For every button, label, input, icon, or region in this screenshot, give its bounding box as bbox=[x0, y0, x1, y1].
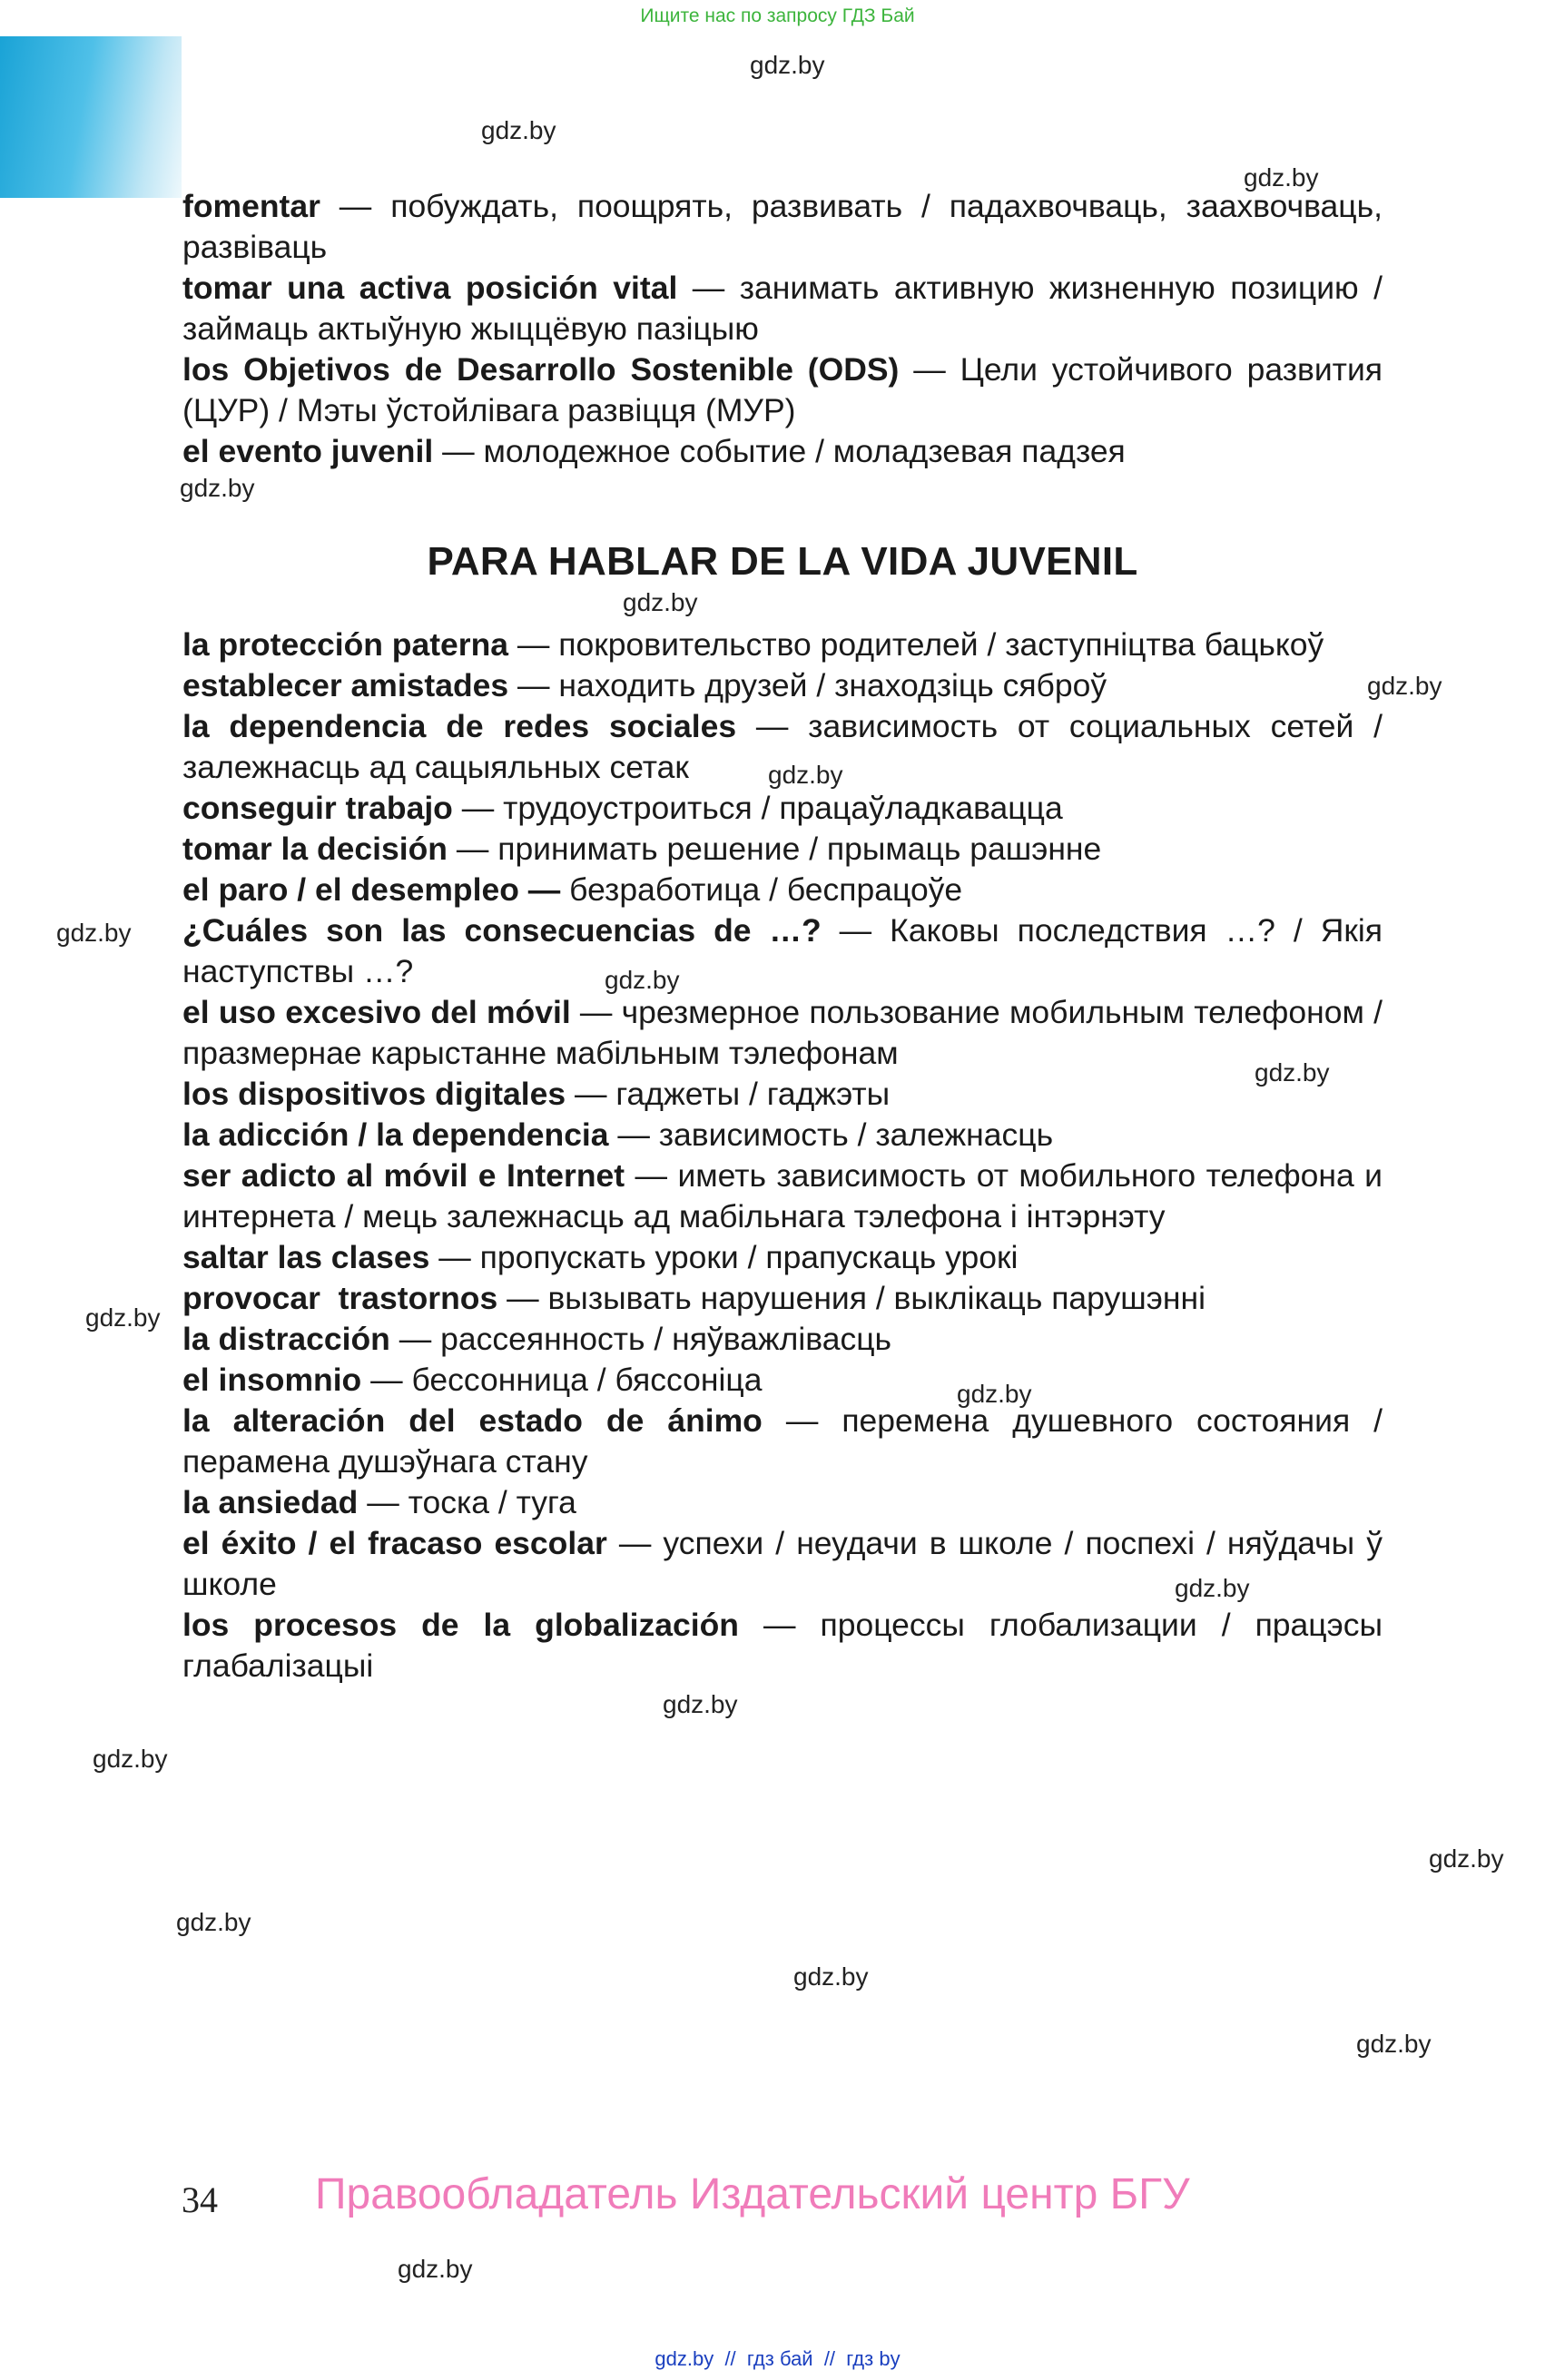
vocab-entry bbox=[182, 992, 1383, 1074]
vocab-entry bbox=[182, 910, 1383, 992]
watermark: gdz.by bbox=[85, 1303, 161, 1332]
vocab-term: conseguir trabajo bbox=[182, 790, 453, 826]
vocab-translation: тоска / туга bbox=[408, 1484, 576, 1520]
vocab-dash: — bbox=[433, 433, 484, 469]
watermark: gdz.by bbox=[605, 966, 680, 994]
vocab-translation: покровительство родителей / заступніцтва бацькоў bbox=[558, 626, 1324, 663]
vocab-translation: пропускать уроки / прапускаць урокі bbox=[479, 1239, 1019, 1275]
vocab-term: fomentar bbox=[182, 188, 320, 224]
vocab-translation: Цели устойчивого развития (ЦУР) / Мэты ўстойлівага развіцця (МУР) bbox=[182, 351, 1383, 428]
copyright-holder: Правообладатель Издательский центр БГУ bbox=[315, 2170, 1190, 2218]
vocab-term: los Objetivos de Desarrollo Sostenible (ODS) bbox=[182, 351, 900, 388]
vocab-translation: вызывать нарушения / выклікаць парушэнні bbox=[547, 1280, 1206, 1316]
vocab-dash bbox=[560, 871, 569, 908]
vocab-entry bbox=[182, 186, 1383, 268]
vocab-dash: — bbox=[508, 667, 559, 703]
vocab-translation: молодежное событие / моладзевая падзея bbox=[483, 433, 1126, 469]
vocab-term: el insomnio bbox=[182, 1362, 362, 1398]
corner-decoration bbox=[0, 36, 182, 198]
vocab-term: el uso excesivo del móvil bbox=[182, 994, 571, 1030]
vocab-entry bbox=[182, 1482, 1383, 1523]
vocab-dash: — bbox=[389, 1321, 441, 1357]
vocab-entry bbox=[182, 1605, 1383, 1687]
vocab-translation: безработица / беспрацоўе bbox=[569, 871, 963, 908]
vocab-dash: — bbox=[497, 1280, 548, 1316]
vocab-translation: процессы глобализации / працэсы глабалізацыі bbox=[182, 1607, 1383, 1684]
vocab-entry bbox=[182, 1319, 1383, 1360]
vocab-term: los procesos de la globalización bbox=[182, 1607, 739, 1643]
vocabulary-list-top bbox=[182, 186, 1383, 472]
vocab-translation: находить друзей / знаходзіць сяброў bbox=[558, 667, 1107, 703]
vocab-dash: — bbox=[899, 351, 960, 388]
vocab-dash: — bbox=[452, 790, 504, 826]
watermark: gdz.by bbox=[481, 116, 556, 144]
vocab-translation: перемена душевного состояния / перамена душэўнага стану bbox=[182, 1402, 1383, 1480]
vocab-entry bbox=[182, 1401, 1383, 1482]
vocab-dash: — bbox=[447, 831, 498, 867]
vocab-translation: трудоустроиться / працаўладкавацца bbox=[503, 790, 1063, 826]
vocab-term: el éxito / el fracaso escolar bbox=[182, 1525, 607, 1561]
vocab-entry bbox=[182, 1278, 1383, 1319]
watermark: gdz.by bbox=[768, 761, 843, 789]
vocab-dash: — bbox=[508, 626, 559, 663]
vocab-entry bbox=[182, 1360, 1383, 1401]
vocab-dash: — bbox=[606, 1525, 664, 1561]
vocab-dash: — bbox=[320, 188, 391, 224]
vocab-translation: побуждать, поощрять, развивать / падахвочваць, заахвочваць, развіваць bbox=[182, 188, 1383, 265]
section-heading: PARA HABLAR DE LA VIDA JUVENIL bbox=[427, 539, 1138, 584]
vocabulary-content bbox=[182, 186, 1383, 1687]
vocab-translation: гаджеты / гаджэты bbox=[615, 1076, 891, 1112]
vocab-dash: — bbox=[429, 1239, 480, 1275]
vocab-entry bbox=[182, 431, 1383, 472]
watermark: gdz.by bbox=[957, 1380, 1032, 1408]
vocab-translation: принимать решение / прымаць рашэнне bbox=[497, 831, 1102, 867]
vocab-translation: бессонница / бяссоніца bbox=[411, 1362, 763, 1398]
watermark: gdz.by bbox=[1356, 2030, 1432, 2058]
watermark: gdz.by bbox=[180, 474, 255, 502]
watermark: gdz.by bbox=[56, 919, 132, 947]
watermark: gdz.by bbox=[663, 1690, 738, 1718]
vocab-term: la dependencia de redes sociales bbox=[182, 708, 737, 744]
vocab-translation: успехи / неудачи в школе / поспехі / няўдачы ў школе bbox=[182, 1525, 1383, 1602]
vocab-dash: — bbox=[821, 912, 891, 949]
vocab-term: la distracción bbox=[182, 1321, 390, 1357]
watermark: gdz.by bbox=[1244, 163, 1319, 192]
vocab-dash: — bbox=[566, 1076, 616, 1112]
vocab-translation: занимать активную жизненную позицию / займаць актыўную жыццёвую пазіцыю bbox=[182, 270, 1383, 347]
vocab-term: tomar una activa posición vital bbox=[182, 270, 678, 306]
vocab-dash: — bbox=[361, 1362, 412, 1398]
watermark: gdz.by bbox=[1255, 1058, 1330, 1087]
vocab-entry bbox=[182, 829, 1383, 870]
vocab-term: saltar las clases bbox=[182, 1239, 430, 1275]
vocab-entry bbox=[182, 870, 1383, 910]
vocab-dash: — bbox=[677, 270, 740, 306]
vocabulary-list-main bbox=[182, 625, 1383, 1687]
watermark: gdz.by bbox=[750, 51, 825, 79]
watermark: gdz.by bbox=[1367, 672, 1442, 700]
vocab-translation: рассеянность / няўважлівасць bbox=[440, 1321, 892, 1357]
vocab-entry bbox=[182, 1156, 1383, 1237]
watermark: gdz.by bbox=[623, 588, 698, 616]
vocab-dash: — bbox=[736, 708, 809, 744]
vocab-term: la adicción / la dependencia bbox=[182, 1116, 609, 1153]
top-banner[interactable]: Ищите нас по запросу ГДЗ Бай bbox=[640, 5, 915, 26]
vocab-entry bbox=[182, 1237, 1383, 1278]
vocab-term: ¿Cuáles son las consecuencias de …? bbox=[182, 912, 822, 949]
vocab-dash: — bbox=[570, 994, 622, 1030]
vocab-dash: — bbox=[608, 1116, 659, 1153]
vocab-entry bbox=[182, 1523, 1383, 1605]
vocab-entry bbox=[182, 1074, 1383, 1115]
vocab-term: ser adicto al móvil e Internet bbox=[182, 1157, 625, 1194]
vocab-term: el paro / el desempleo — bbox=[182, 871, 561, 908]
vocab-entry bbox=[182, 706, 1383, 788]
vocab-term: los dispositivos digitales bbox=[182, 1076, 566, 1112]
vocab-term: la protección paterna bbox=[182, 626, 509, 663]
vocab-term: la alteración del estado de ánimo bbox=[182, 1402, 763, 1439]
bottom-links[interactable]: gdz.by // гдз бай // гдз by bbox=[654, 2347, 901, 2370]
watermark: gdz.by bbox=[1429, 1844, 1504, 1873]
vocab-entry bbox=[182, 788, 1383, 829]
vocab-term: el evento juvenil bbox=[182, 433, 434, 469]
watermark: gdz.by bbox=[93, 1745, 168, 1773]
vocab-term: provocar trastornos bbox=[182, 1280, 498, 1316]
vocab-entry bbox=[182, 268, 1383, 349]
vocab-term: la ansiedad bbox=[182, 1484, 359, 1520]
vocab-entry bbox=[182, 625, 1383, 665]
vocab-term: establecer amistades bbox=[182, 667, 509, 703]
vocab-translation: чрезмерное пользование мобильным телефоном / празмернае карыстанне мабільным тэлефонам bbox=[182, 994, 1383, 1071]
vocab-dash: — bbox=[358, 1484, 408, 1520]
watermark: gdz.by bbox=[793, 1962, 869, 1991]
vocab-entry bbox=[182, 349, 1383, 431]
vocab-translation: иметь зависимость от мобильного телефона и интернета / мець залежнасць ад мабільнага тэлефона і інтэрнэту bbox=[182, 1157, 1383, 1234]
page-number: 34 bbox=[182, 2179, 218, 2220]
watermark: gdz.by bbox=[398, 2255, 473, 2283]
vocab-entry bbox=[182, 665, 1383, 706]
vocab-term: tomar la decisión bbox=[182, 831, 448, 867]
vocab-dash: — bbox=[625, 1157, 678, 1194]
vocab-dash: — bbox=[762, 1402, 842, 1439]
vocab-translation: зависимость / залежнасць bbox=[658, 1116, 1054, 1153]
vocab-entry bbox=[182, 1115, 1383, 1156]
vocab-translation: Каковы последствия …? / Якія наступствы …? bbox=[182, 912, 1383, 989]
vocab-dash: — bbox=[739, 1607, 821, 1643]
watermark: gdz.by bbox=[176, 1908, 251, 1936]
vocab-translation: зависимость от социальных сетей / залежнасць ад сацыяльных сетак bbox=[182, 708, 1383, 785]
watermark: gdz.by bbox=[1175, 1574, 1250, 1602]
